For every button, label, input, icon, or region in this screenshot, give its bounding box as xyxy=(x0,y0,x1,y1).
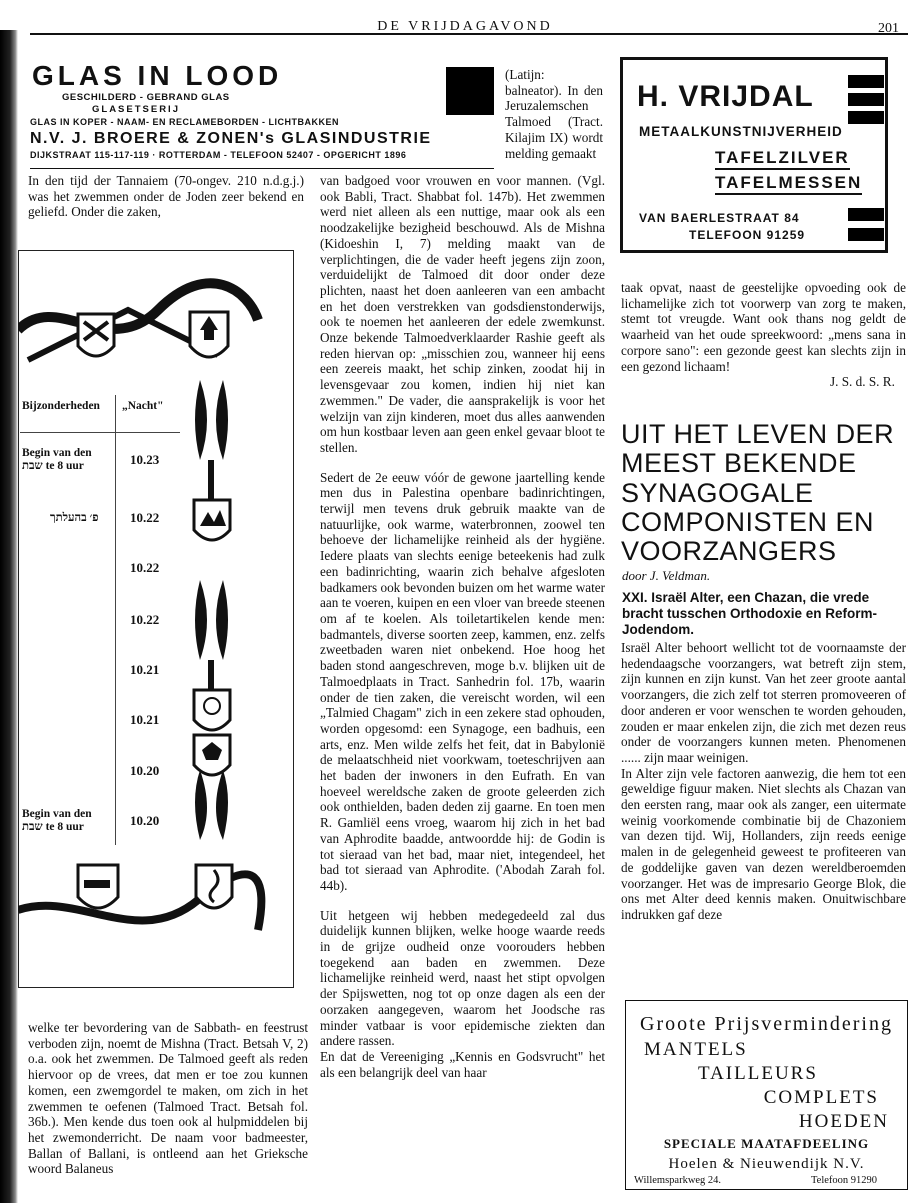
col1-top-text: In den tijd der Tannaiem (70-ongev. 210 n.d.g.j.) was het zwemmen onder de Joden zeer bekend en geliefd. Onder die zaken, xyxy=(28,173,304,220)
table-row-time: 10.23 xyxy=(130,452,160,467)
glas-ad-title: GLAS IN LOOD xyxy=(32,60,283,91)
shield-icon xyxy=(194,500,230,540)
col3-signature: J. S. d. S. R. xyxy=(830,374,895,389)
col2-paragraph: En dat de Vereeniging „Kennis en Godsvrucht" het als een belangrijk deel van haar xyxy=(320,1048,605,1080)
table-row-time: 10.20 xyxy=(130,813,160,828)
col2-paragraph: Sedert de 2e eeuw vóór de gewone jaartelling kende men dus in Palestina openbare badinrichtingen, terwijl men tevens druk gebruik maakte van de natuurlijke, ook warme, waterbronnen, zoowel ten behoeve der lichamelijke reinheid als der hygiëne. Iedere plaats van slechts eenige beteekenis had zulk een badinrichting, waarin zich behalve afgesloten badkamers ook bevonden buizen om het warme water aan te voeren, kuipen en een vloer van breede steenen om af te koelen. Als toiletartikelen kende men: badmantels, diverse soorten zeep, kammen, enz. zelfs zweetbaden waren niet onbekend. Hoe hoog het baden stond aangeschreven, moge b.v. blijken uit de Talmoedplaats in Tract. Sanhedrin fol. 17b, waarin onder de tien zaken, die vereischt worden, wil een „Talmied Chagam" zich in een zekere stad ophouden, worden opgesomd: een Synagoge, een badhuis, een arts, enz. Men wilde zelfs het feit, dat in Babylonië de melaatschheid niet voorkwam, toeteschrijven aan het baden der inwoners in den Eufrath. En van hoeveel wereldsche zaken de groote geleerden zich ook onthielden, baden deden zij gaarne. En toen men R. Gamliël eens vroeg, waarom hij zich in het bad van Aphrodite baadde, antwoordde hij: de Godin is tot sieraad van het bad, maar niet, integendeel, het bad tot sieraad van Aphrodite. ('Abodah Zarah fol. 44b). xyxy=(320,469,605,893)
hoelen-ad-line3: TAILLEURS xyxy=(698,1063,818,1084)
table-row-time: 10.21 xyxy=(130,662,160,677)
col2-text xyxy=(320,173,605,1094)
hoelen-ad-line7: Hoelen & Nieuwendijk N.V. xyxy=(668,1156,865,1172)
header-rule-left xyxy=(30,33,360,35)
vrijdal-ad-line1: METAALKUNSTNIJVERHEID xyxy=(639,124,843,139)
table-row-time: 10.22 xyxy=(130,612,160,627)
glas-ad-bottom-rule xyxy=(30,168,494,169)
glas-ad-line2: GLASETSERIJ xyxy=(92,104,180,115)
vrijdal-ad-line3: TAFELMESSEN xyxy=(715,173,862,195)
vrijdal-ad-bar xyxy=(848,111,884,124)
table-column-divider xyxy=(115,395,116,845)
col2-paragraph: van badgoed voor vrouwen en voor mannen. (Vgl. ook Babli, Tract. Shabbat fol. 147b). Het zwemmen werd niet alleen als een nuttige, maar ook als een noodzakelijke bezigheid beschouwd. Als de Mishna (Kidoeshin I, 7) melding maakt van de verplichtingen, die de vader heeft jegens zijn zoon, verduidelijkt de Talmoed dit door onder deze plichten, naast het doen aanleeren van een ambacht en het doen verstrekken van godsdienstonderwijs, ook te noemen het aanleeren der edele zwemkunst. Onze bekende Talmoedverklaarder Rashie geeft als reden hiervan op: „misschien zou, wanneer hij eens een zeereis maakt, het schip zinken, zoodat hij in levensgevaar zou komen, indien hij niet kan zwemmen." De vader, die aansprakelijk is voor het welzijn van zijn kinderen, moet dus alles aanwenden om hun kostbaar leven aan geen enkel gevaar bloot te stellen. xyxy=(320,173,605,455)
col1-bottom-text: welke ter bevordering van de Sabbath- en feestrust verboden zijn, noemt de Mishna (Tract. Betsah V, 2) o.a. ook het zwemmen. De Talmoed geeft als reden hiervoor op de vrees, dat men er toe zou kunnen komen, een zwemgordel te maken, om zich in het zwemmen te oefenen (Talmoed Tract. Betsah fol. 36b.). Men kende dus toen ook al hulpmiddelen bij het zwemonderricht. De naam voor badmeester, Ballan of Ballani, is ontleend aan het Grieksche woord Balaneus xyxy=(28,1020,308,1177)
article-byline: door J. Veldman. xyxy=(622,568,711,583)
vrijdal-ad-bar xyxy=(848,228,884,241)
col3-body xyxy=(621,640,906,937)
col3-p1: taak opvat, naast de geestelijke opvoeding ook de lichamelijke zich tot voorwerp van zorg te maken, stemt tot vreugde. Want ook thans nog geldt de waarheid van het oude spreekwoord: „mens sana in corpore sano": een gezonde geest kan slechts zijn in een gezond lichaam! xyxy=(621,280,906,374)
hoelen-ad-line5: HOEDEN xyxy=(798,1111,889,1132)
article-title: UIT HET LEVEN DER MEEST BEKENDE SYNAGOGALE COMPONISTEN EN VOORZANGERS xyxy=(621,419,895,567)
hoelen-ad xyxy=(625,1000,908,1190)
table-row-time: 10.22 xyxy=(130,560,160,575)
running-head: DE VRIJDAGAVOND xyxy=(377,19,553,34)
col3-paragraph: In Alter zijn vele factoren aanwezig, die hem tot een geweldige figuur maken. Niet slechts als Chazan van den eersten rang, maar ook als zanger, een uitermate weinig voorkomende combinatie bij de Chazoniem van dezen tijd. Wij, Hollanders, zijn reeds eenige malen in de gelegenheid geweest te profiteeren van de goddelijke gaven van dezen wereldberoemden voorzanger. Het was de impresario George Blok, die ons met Alter deed kennis maken. Onuitwischbare indrukken gaf deze xyxy=(621,765,906,922)
table-row-time: 10.20 xyxy=(130,763,160,778)
vrijdal-ad-line4: VAN BAERLESTRAAT 84 xyxy=(639,211,800,225)
vrijdal-ad xyxy=(620,57,888,253)
glas-ad-black-square xyxy=(446,67,494,115)
hoelen-ad-line2: MANTELS xyxy=(644,1039,748,1060)
table-row-label: פ׳ בהעלתך xyxy=(50,512,99,524)
shield-icon xyxy=(196,865,232,908)
hoelen-ad-line6: SPECIALE MAATAFDEELING xyxy=(663,1136,870,1151)
col2-paragraph: Uit hetgeen wij hebben medegedeeld zal dus duidelijk kunnen blijken, welke hooge waarde reeds in de grijze oudheid onze voorouders hebben toegekend aan baden en zwemmen. Deze lichamelijke reinheid werd, naast het stipt opvolgen der Spijswetten, nog tot op onze dagen als een der oorzaken aangegeven, waarom het Joodsche ras minder vatbaar is voor epidemische ziekten dan andere rassen. xyxy=(320,907,605,1049)
hoelen-ad-line1: Groote Prijsvermindering xyxy=(640,1013,893,1035)
shield-icon xyxy=(190,312,228,357)
table-row-time: 10.22 xyxy=(130,510,160,525)
vrijdal-ad-name: H. VRIJDAL xyxy=(637,80,814,113)
vrijdal-ad-line5: TELEFOON 91259 xyxy=(689,228,806,242)
table-row-label: Begin van den שבת te 8 uur xyxy=(22,808,92,833)
col2-narrow-text: (Latijn: balneator). In den Jeruzalemschen Talmoed (Tract. Kilajim IX) wordt melding gemaakt xyxy=(505,67,603,161)
col3-paragraph: Israël Alter behoort wellicht tot de voornaamste der hedendaagsche voorzangers, wat betreft zijn stem, zijn kunnen en zijn kunst. Van het zeer groote aantal voorzangers, die zich zelf tot sterren promoveeren of door anderen er voor wenschen te worden gehouden, zouden er maar enkelen zijn, die zich met dezen reus onder de voorzangers kunnen meten. Phenomenen ...... zijn maar weinigen. xyxy=(621,640,906,765)
book-spine-shadow xyxy=(0,30,18,1203)
shield-icon xyxy=(78,865,118,908)
shield-icon xyxy=(78,314,114,356)
glas-ad-line1: GESCHILDERD - GEBRAND GLAS xyxy=(62,92,230,103)
table-header-rule xyxy=(20,432,180,433)
page-number: 201 xyxy=(878,21,899,36)
vrijdal-ad-bar xyxy=(848,93,884,106)
vrijdal-ad-line2: TAFELZILVER xyxy=(715,148,850,170)
shield-icon xyxy=(194,690,230,730)
article-subhead: XXI. Israël Alter, een Chazan, die vrede bracht tusschen Orthodoxie en Reform-Jodendom. xyxy=(622,590,878,637)
hoelen-ad-phone: Telefoon 91290 xyxy=(811,1175,878,1186)
glas-ad-company: N.V. J. BROERE & ZONEN's GLASINDUSTRIE xyxy=(30,130,432,147)
hoelen-ad-address: Willemsparkweg 24. xyxy=(634,1175,722,1186)
vrijdal-ad-bar xyxy=(848,75,884,88)
glas-ad-address: DIJKSTRAAT 115-117-119 · ROTTERDAM - TELEFOON 52407 - OPGERICHT 1896 xyxy=(30,150,407,160)
table-header-particulars: Bijzonderheden xyxy=(22,400,100,412)
table-row-time: 10.21 xyxy=(130,712,160,727)
table-header-night: „Nacht" xyxy=(122,400,164,412)
table-row-label: Begin van den שבת te 8 uur xyxy=(22,447,92,472)
hoelen-ad-line4: COMPLETS xyxy=(763,1087,879,1108)
glas-ad-line3: GLAS IN KOPER - NAAM- EN RECLAMEBORDEN - LICHTBAKKEN xyxy=(30,117,339,127)
shield-icon xyxy=(194,735,230,775)
vrijdal-ad-bar xyxy=(848,208,884,221)
